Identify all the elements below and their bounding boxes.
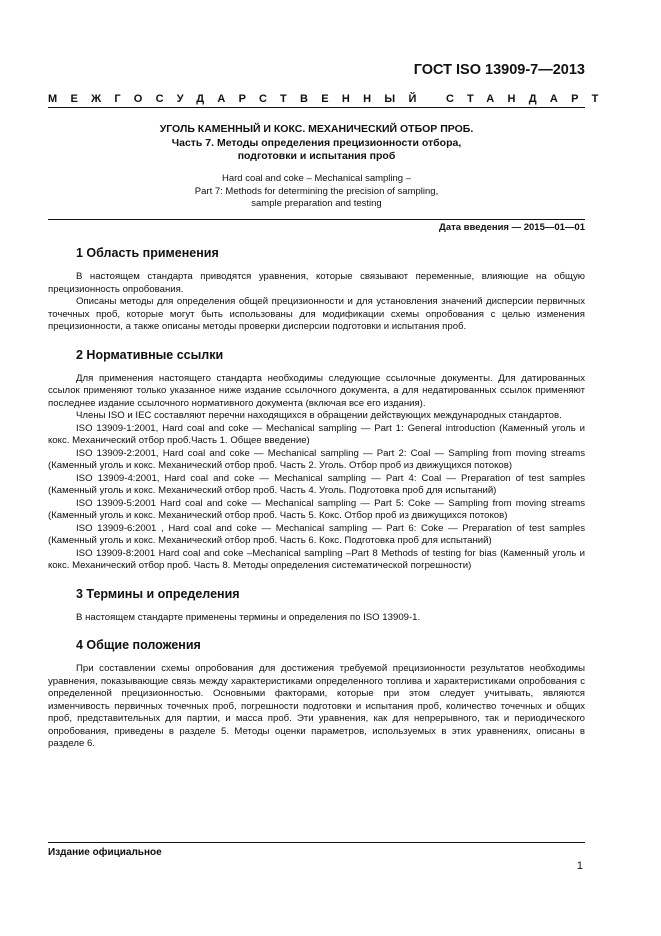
- title-ru-line3: подготовки и испытания проб: [237, 150, 396, 162]
- document-code: ГОСТ ISO 13909-7—2013: [413, 62, 585, 78]
- section-4-paragraph-1: При составлении схемы опробования для достижения требуемой прецизионности результатов необходимы уравнения, показывающие связь между характеристиками определенного топлива и характеристиками опробования с определенной прецизионностью. Основными факторами, которые при этом следует учитывать, являются изменчивость первичных точечных проб, погрешности подготовки и испытания проб, количество точечных и общих проб, представительных для партии, и масса проб. Эти уравнения, как для непрерывного, так и периодического опробования, приведены в разделе 5. Методы оценки параметров, используемых в этих уравнениях, описаны в разделе 6.: [48, 663, 585, 749]
- title-ru: [48, 123, 585, 164]
- title-en-line1: Hard coal and coke – Mechanical sampling –: [221, 173, 412, 184]
- section-2-paragraph-2: Члены ISO и IEC составляют перечни находящихся в обращении действующих международных стандартов.: [76, 410, 562, 421]
- intro-date: Дата введения — 2015—01—01: [439, 222, 585, 233]
- reference-item: ISO 13909-8:2001 Hard coal and coke –Mechanical sampling –Part 8 Methods of testing for bias (Каменный уголь и кокс. Механический отбор проб. Часть 8. Методы определения систематической погрешности): [48, 547, 585, 571]
- title-ru-line2: Часть 7. Методы определения прецизионности отбора,: [171, 136, 462, 149]
- header-rule: [48, 107, 585, 108]
- section-3-paragraph-1: В настоящем стандарте применены термины и определения по ISO 13909-1.: [76, 611, 421, 623]
- section-heading-4: 4 Общие положения: [76, 638, 201, 652]
- reference-item: ISO 13909-1:2001, Hard coal and coke — Mechanical sampling — Part 1: General introduction (Каменный уголь и кокс. Механический отбор проб.Часть 1. Общее введение): [48, 422, 585, 446]
- reference-item: ISO 13909-4:2001, Hard coal and coke — Mechanical sampling — Part 4: Coal — Preparation of test samples (Каменный уголь и кокс. Механический отбор проб. Часть 4. Уголь. Подготовка проб для испытаний): [48, 472, 585, 496]
- title-en-line2: Part 7: Methods for determining the precision of sampling,: [194, 185, 439, 197]
- document-body: [48, 245, 585, 751]
- section-1-paragraph-2: Описаны методы для определения общей прецизионности и для установления значений дисперсии первичных точечных проб, которые могут быть использованы для модификации схемы опробования с целью изменения прецизионности, а также описаны методы проверки дисперсии подготовки и испытания проб.: [48, 296, 585, 332]
- edition-label: Издание официальное: [48, 847, 162, 858]
- title-en-line3: sample preparation and testing: [251, 198, 382, 209]
- page-number: 1: [576, 860, 583, 872]
- title-en: [48, 173, 585, 211]
- section-1-paragraph-1: В настоящем стандарта приводятся уравнения, которые связывают переменные, влияющие на общую прецизионность опробования.: [48, 271, 585, 295]
- footer-rule: [48, 842, 585, 843]
- section-heading-1: 1 Область применения: [76, 246, 219, 260]
- section-heading-3: 3 Термины и определения: [76, 586, 240, 601]
- reference-item: ISO 13909-6:2001 , Hard coal and coke — Mechanical sampling — Part 6: Coke — Preparation of test samples (Каменный уголь и кокс. Механический отбор проб. Часть 6. Кокс. Подготовка проб для испытаний): [48, 522, 585, 546]
- intro-date-rule: [48, 219, 585, 220]
- section-2-paragraph-1: Для применения настоящего стандарта необходимы следующие ссылочные документы. Для датированных ссылок применяют только указанное ниже издание ссылочного документа, а для недатированных ссылок применяют последнее издание ссылочного нормативного документа (включая все его издания).: [48, 372, 585, 409]
- title-ru-line1: УГОЛЬ КАМЕННЫЙ И КОКС. МЕХАНИЧЕСКИЙ ОТБОР ПРОБ.: [159, 123, 474, 135]
- standard-banner: МЕЖГОСУДАРСТВЕННЫЙ СТАНДАРТ: [48, 93, 612, 105]
- section-heading-2: 2 Нормативные ссылки: [76, 347, 224, 362]
- reference-item: ISO 13909-2:2001, Hard coal and coke — Mechanical sampling — Part 2: Coal — Sampling from moving streams (Каменный уголь и кокс. Механический отбор проб. Часть 2. Уголь. Отбор проб из движущихся потоков): [48, 447, 585, 471]
- reference-item: ISO 13909-5:2001 Hard coal and coke — Mechanical sampling — Part 5: Coke — Sampling from moving streams (Каменный уголь и кокс. Механический отбор проб. Часть 5. Кокс. Отбор проб из движущихся потоков): [48, 497, 585, 521]
